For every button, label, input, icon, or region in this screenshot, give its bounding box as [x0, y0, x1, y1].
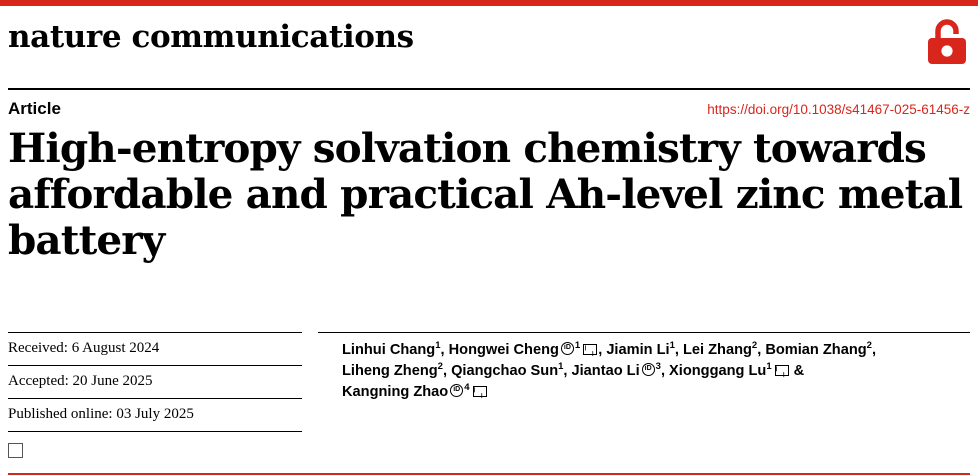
- author-name: Linhui Chang: [342, 342, 436, 358]
- doi-link[interactable]: https://doi.org/10.1038/s41467-025-61456-z: [707, 102, 970, 117]
- author-separator: &: [789, 363, 805, 380]
- author-affiliation-marker: 1: [669, 340, 675, 352]
- author-affiliation-marker: 2: [751, 340, 758, 352]
- email-icon[interactable]: [583, 344, 597, 355]
- author-affiliation-marker: 2: [866, 340, 872, 352]
- email-icon[interactable]: [775, 365, 789, 376]
- author-name: Hongwei Cheng: [448, 342, 559, 358]
- orcid-icon[interactable]: [642, 363, 655, 376]
- authors-list: [318, 332, 970, 462]
- article-type-label: Article: [8, 99, 61, 118]
- author-separator: ,: [757, 342, 766, 358]
- author-name: Qiangchao Sun: [451, 363, 559, 380]
- author-affiliation-marker: 1: [766, 361, 772, 373]
- article-meta-line: [8, 99, 970, 119]
- author-name: Jiamin Li: [606, 342, 670, 358]
- page-title: High-entropy solvation chemistry towards affordable and practical Ah-level zinc metal battery: [8, 124, 963, 265]
- author-separator: ,: [660, 363, 670, 380]
- dates-column: [8, 332, 318, 462]
- author-separator: ,: [442, 363, 452, 380]
- accepted-date: Accepted: 20 June 2025: [8, 365, 302, 398]
- open-access-lock-icon: [926, 18, 968, 68]
- journal-masthead: [0, 6, 978, 80]
- orcid-icon[interactable]: [561, 342, 574, 355]
- author-affiliation-marker: 1: [574, 340, 581, 352]
- check-for-updates-badge[interactable]: [8, 431, 302, 462]
- check-updates-icon: [8, 443, 23, 458]
- journal-title: nature communications: [8, 19, 414, 55]
- author-separator: ,: [871, 342, 877, 358]
- author-affiliation-marker: 1: [558, 361, 564, 373]
- author-name: Liheng Zheng: [342, 363, 438, 380]
- author-affiliation-marker: 4: [464, 382, 470, 394]
- published-date: Published online: 03 July 2025: [8, 398, 302, 431]
- author-name: Lei Zhang: [682, 342, 752, 358]
- author-name: Kangning Zhao: [342, 384, 449, 401]
- author-name: Xionggang Lu: [669, 363, 767, 380]
- author-separator: ,: [440, 342, 449, 358]
- orcid-icon[interactable]: [450, 384, 463, 397]
- article-details: [0, 332, 978, 462]
- author-separator: ,: [598, 342, 607, 358]
- author-name: Bomian Zhang: [765, 342, 867, 358]
- received-date: Received: 6 August 2024: [8, 332, 302, 365]
- author-affiliation-marker: 3: [655, 361, 661, 373]
- author-affiliation-marker: 1: [435, 340, 441, 352]
- author-separator: ,: [674, 342, 683, 358]
- author-separator: ,: [563, 363, 572, 380]
- masthead-divider: [8, 88, 970, 90]
- author-name: Jiantao Li: [571, 363, 640, 380]
- email-icon[interactable]: [473, 386, 487, 397]
- author-affiliation-marker: 2: [437, 361, 443, 373]
